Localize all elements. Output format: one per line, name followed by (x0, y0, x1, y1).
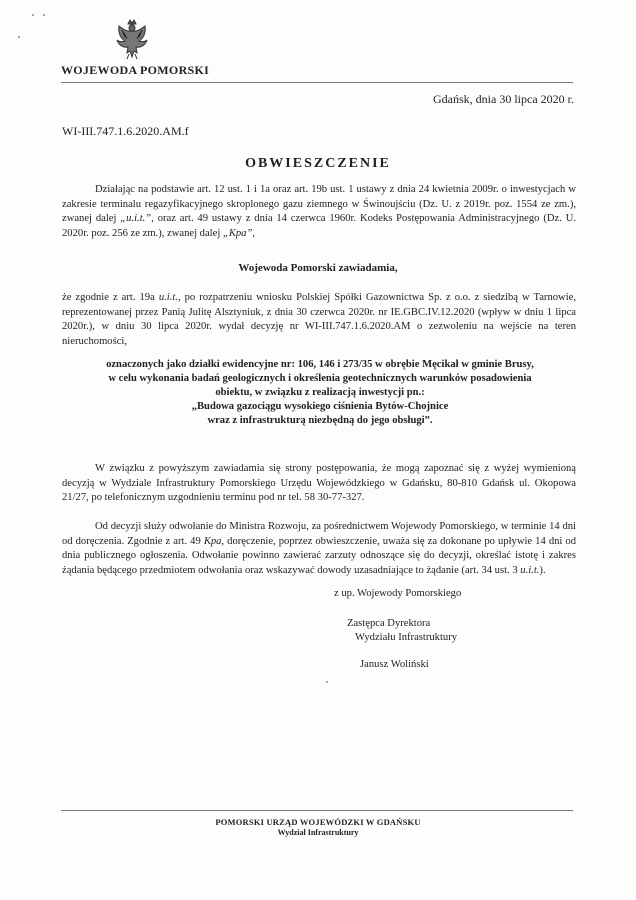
appeal-text-c: ). (539, 564, 546, 576)
appeal-text-b: , doręczenie, poprzez obwieszczenie, uważa się za dokonane po upływie 14 dni od dnia publicznego ogłoszenia. Odwołanie powinno zawierać zarzuty odnoszące się do decyzji, określać istotę i zakres żądania będącego przedmiotem odwołania oraz wskazywać dowody uzasadniające to żądanie (art. 34 ust. 3 (62, 535, 576, 576)
scan-speck (326, 681, 328, 683)
legal-basis-text-a: Działając na podstawie art. 12 ust. 1 i 1a oraz art. 19b ust. 1 ustawy z dnia 24 kwietnia 2009r. o inwestycjach w zakresie terminalu regazyfikacyjnego skroplonego gazu ziemnego w Świnoujściu (Dz. U. z 2019r. poz. 1554 ze zm.), zwanej dalej (62, 184, 576, 224)
decision-text-b: , po rozpatrzeniu wniosku Polskiej Spółki Gazownictwa Sp. z o.o. z siedzibą w Tarnowie, reprezentowanej przez Panią Julitę Alsztyniuk, z dnia 30 czerwca 2020r. nr IE.GBC.IV.12.2020 (wpływ w dniu 1 lipca 2020r.), w dniu 30 lipca 2020r. wydał decyzję nr WI-III.747.1.6.2020.AM o zezwoleniu na wejście na teren nieruchomości, (62, 292, 576, 347)
decision-text-a: że zgodnie z art. 19a (62, 292, 159, 303)
footer-department: Wydział Infrastruktury (277, 828, 359, 837)
footer-office: POMORSKI URZĄD WOJEWÓDZKI W GDAŃSKU (215, 817, 421, 827)
scan-speck (43, 14, 45, 16)
legal-basis-text-c: , (252, 227, 256, 239)
signature-department: Wydziału Infrastruktury (355, 632, 458, 643)
announcement-heading: Wojewoda Pomorski zawiadamia, (238, 262, 398, 274)
footer-divider (61, 810, 573, 811)
uit-abbrev: „u.i.t.” (120, 213, 152, 224)
investment-name-line: wraz z infrastrukturą niezbędną do jego obsługi”. (207, 415, 433, 426)
parcel-line: oznaczonych jako działki ewidencyjne nr: 106, 146 i 273/35 w obrębie Męcikał w gminie Brusy, (106, 359, 534, 370)
appeal-text-a: Od decyzji służy odwołanie do Ministra Rozwoju, za pośrednictwem Wojewody Pomorskiego, w terminie 14 dni od doręczenia. Zgodnie z art. 49 (62, 521, 576, 547)
purpose-line: obiektu, w związku z realizacją inwestycji pn.: (215, 387, 425, 398)
eagle-emblem-icon (114, 18, 150, 60)
scan-speck (32, 14, 34, 16)
legal-basis-paragraph (62, 183, 576, 241)
document-title: OBWIESZCZENIE (245, 156, 391, 171)
case-reference: WI-III.747.1.6.2020.AM.f (62, 124, 189, 138)
access-paragraph: W związku z powyższym zawiadamia się strony postępowania, że mogą zapoznać się z wyżej wymienioną decyzją w Wydziale Infrastruktury Pomorskiego Urzędu Wojewódzkiego w Gdańsku, 80-810 Gdańsk ul. Okopowa 21/27, po telefonicznym uzgodnieniu terminu pod nr tel. 58 30-77-327. (62, 463, 576, 503)
signatory-name: Janusz Woliński (360, 659, 429, 670)
signature-position: Zastępca Dyrektora (347, 618, 431, 629)
decision-paragraph (62, 291, 576, 349)
appeal-paragraph (62, 520, 576, 578)
uit-abbrev: u.i.t. (158, 292, 178, 303)
header-divider (61, 82, 573, 83)
kpa-abbrev: „Kpa” (222, 227, 253, 239)
kpa-abbrev: Kpa (203, 535, 222, 547)
signature-authority: z up. Wojewody Pomorskiego (334, 588, 462, 599)
legal-basis-text-b: , oraz art. 49 ustawy z dnia 14 czerwca 1960r. Kodeks Postępowania Administracyjnego (Dz. U. 2020r. poz. 256 ze zm.), zwanej dalej (62, 213, 576, 239)
purpose-line: w celu wykonania badań geologicznych i określenia geotechnicznych warunków posadowienia (108, 373, 532, 384)
investment-name-line: „Budowa gazociągu wysokiego ciśnienia Bytów-Chojnice (191, 401, 449, 412)
place-and-date: Gdańsk, dnia 30 lipca 2020 r. (433, 92, 574, 106)
issuer-heading: WOJEWODA POMORSKI (61, 63, 210, 77)
parcel-investment-block (70, 358, 570, 428)
scan-speck (18, 36, 20, 38)
uit-abbrev: u.i.t. (520, 564, 540, 576)
